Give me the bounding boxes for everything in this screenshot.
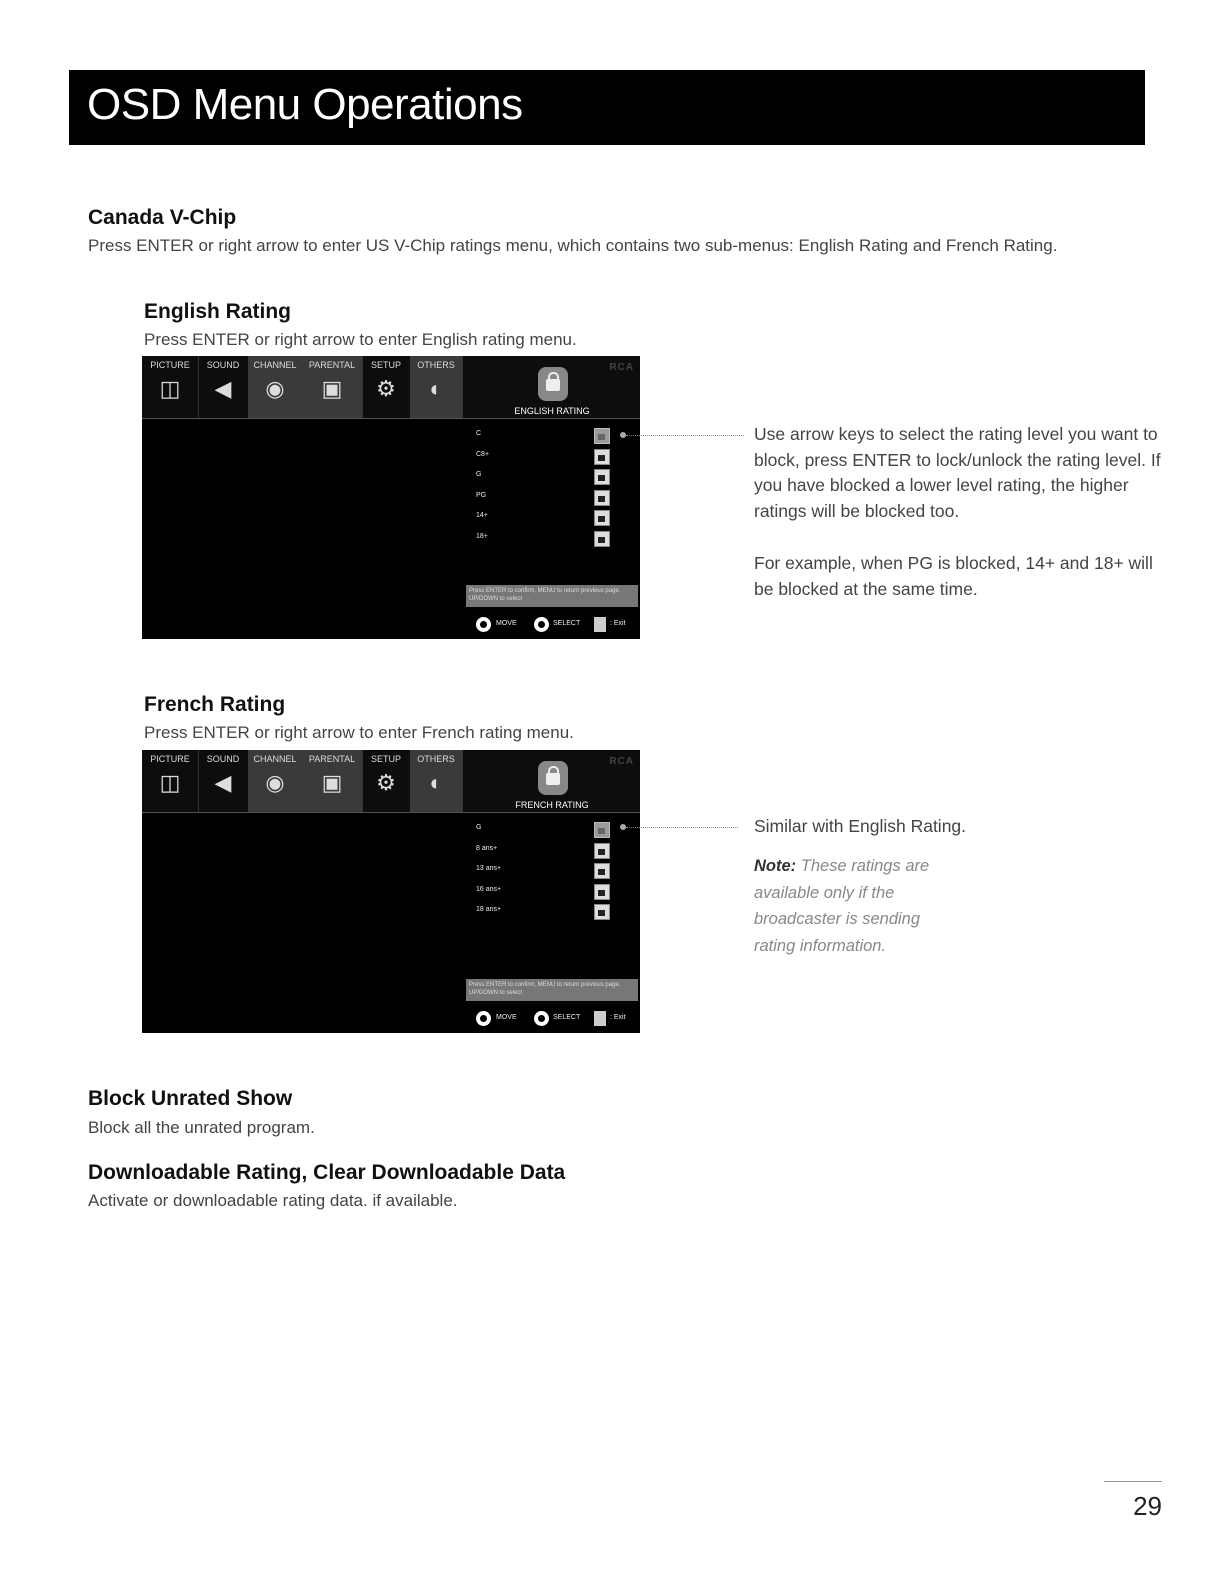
misc-icon: ◐ [429,376,443,401]
english-rating-text: Press ENTER or right arrow to enter English rating menu. [144,330,577,349]
lock-toggle-icon [594,531,610,547]
osd-footer: MOVE SELECT : Exit [476,1011,636,1027]
note-text: These ratings are available only if the broadcaster is sending rating information. [754,857,930,955]
brand-logo: RCA [609,756,634,767]
move-icon [476,1011,491,1026]
osd-tab-parental: PARENTAL ▣ [302,750,363,812]
title-bar [69,70,1145,145]
english-rating-osd-screenshot [142,356,640,639]
misc-icon: ◐ [429,770,443,795]
satellite-dish-icon: ◉ [265,770,285,795]
downloadable-rating-heading: Downloadable Rating, Clear Downloadable Data [88,1161,566,1184]
callout-leader-line [626,435,744,436]
parental-lock-icon [538,761,568,795]
osd-tab-others: OTHERS ◐ [410,750,463,812]
gears-icon: ⚙ [376,770,396,795]
osd-help-text: Press ENTER to confirm, MENU to return previous page, UP/DOWN to select [466,979,638,1001]
lock-toggle-icon [594,843,610,859]
osd-tab-sound: SOUND ◀ [198,356,249,418]
canada-vchip-text: Press ENTER or right arrow to enter US V-Chip ratings menu, which contains two sub-menus: English Rating and French Rating. [88,236,1058,255]
lock-toggle-icon [594,469,610,485]
osd-tab-setup: SETUP ⚙ [362,356,411,418]
parental-lock-icon [538,367,568,401]
osd-footer: MOVE SELECT : Exit [476,617,636,633]
speaker-icon: ◀ [214,376,232,401]
rating-row: 13 ans+ [476,861,616,882]
osd-tab-others: OTHERS ◐ [410,356,463,418]
select-icon [534,1011,549,1026]
page-title: OSD Menu Operations [87,80,523,129]
osd-tab-picture: PICTURE ◫ [142,750,199,812]
french-rating-heading: French Rating [144,693,286,716]
osd-submenu-title: ENGLISH RATING [514,406,590,416]
french-rating-osd-screenshot [142,750,640,1033]
rating-row: 18 ans+ [476,902,616,923]
osd-submenu-title: FRENCH RATING [515,800,589,810]
lock-toggle-icon [594,884,610,900]
gears-icon: ⚙ [376,376,396,401]
rating-row: C8+ [476,447,616,468]
french-rating-text: Press ENTER or right arrow to enter French rating menu. [144,723,574,742]
english-rating-instructions: Use arrow keys to select the rating level you want to block, press ENTER to lock/unlock the rating level. If you have blocked a lower level rating, the higher ratings will be blocked too. [754,424,1161,522]
note-label: Note: [754,857,797,875]
block-unrated-heading: Block Unrated Show [88,1087,293,1110]
page-number-rule [1104,1481,1162,1482]
lock-toggle-icon [594,822,610,838]
satellite-dish-icon: ◉ [265,376,285,401]
french-rating-instructions: Similar with English Rating. [754,816,967,836]
english-rating-heading: English Rating [144,300,291,323]
tv-icon: ◫ [159,770,181,795]
osd-tab-parental: PARENTAL ▣ [302,356,363,418]
osd-help-text: Press ENTER to confirm, MENU to return previous page, UP/DOWN to select [466,585,638,607]
brand-logo: RCA [609,362,634,373]
select-icon [534,617,549,632]
exit-key-icon [594,1011,606,1026]
speaker-icon: ◀ [214,770,232,795]
lock-icon: ▣ [321,770,343,795]
rating-list [476,426,616,549]
tv-icon: ◫ [159,376,181,401]
rating-row: G [476,467,616,488]
english-rating-example: For example, when PG is blocked, 14+ and 18+ will be blocked at the same time. [754,553,1153,599]
rating-row: 14+ [476,508,616,529]
rating-row: C [476,426,616,447]
lock-toggle-icon [594,904,610,920]
lock-toggle-icon [594,490,610,506]
french-rating-note [754,853,954,959]
osd-tab-setup: SETUP ⚙ [362,750,411,812]
rating-list [476,820,616,923]
osd-tab-channel: CHANNEL ◉ [248,750,303,812]
callout-leader-line [626,827,738,828]
osd-tab-picture: PICTURE ◫ [142,356,199,418]
lock-toggle-icon [594,510,610,526]
rating-row: 8 ans+ [476,841,616,862]
move-icon [476,617,491,632]
exit-key-icon [594,617,606,632]
downloadable-rating-text: Activate or downloadable rating data. if available. [88,1191,458,1210]
lock-toggle-icon [594,863,610,879]
osd-tab-sound: SOUND ◀ [198,750,249,812]
page-number: 29 [1133,1491,1162,1521]
lock-toggle-icon [594,428,610,444]
rating-row: 16 ans+ [476,882,616,903]
rating-row: 18+ [476,529,616,550]
block-unrated-text: Block all the unrated program. [88,1118,315,1137]
osd-tab-channel: CHANNEL ◉ [248,356,303,418]
rating-row: G [476,820,616,841]
rating-row: PG [476,488,616,509]
lock-toggle-icon [594,449,610,465]
lock-icon: ▣ [321,376,343,401]
canada-vchip-heading: Canada V-Chip [88,206,237,229]
